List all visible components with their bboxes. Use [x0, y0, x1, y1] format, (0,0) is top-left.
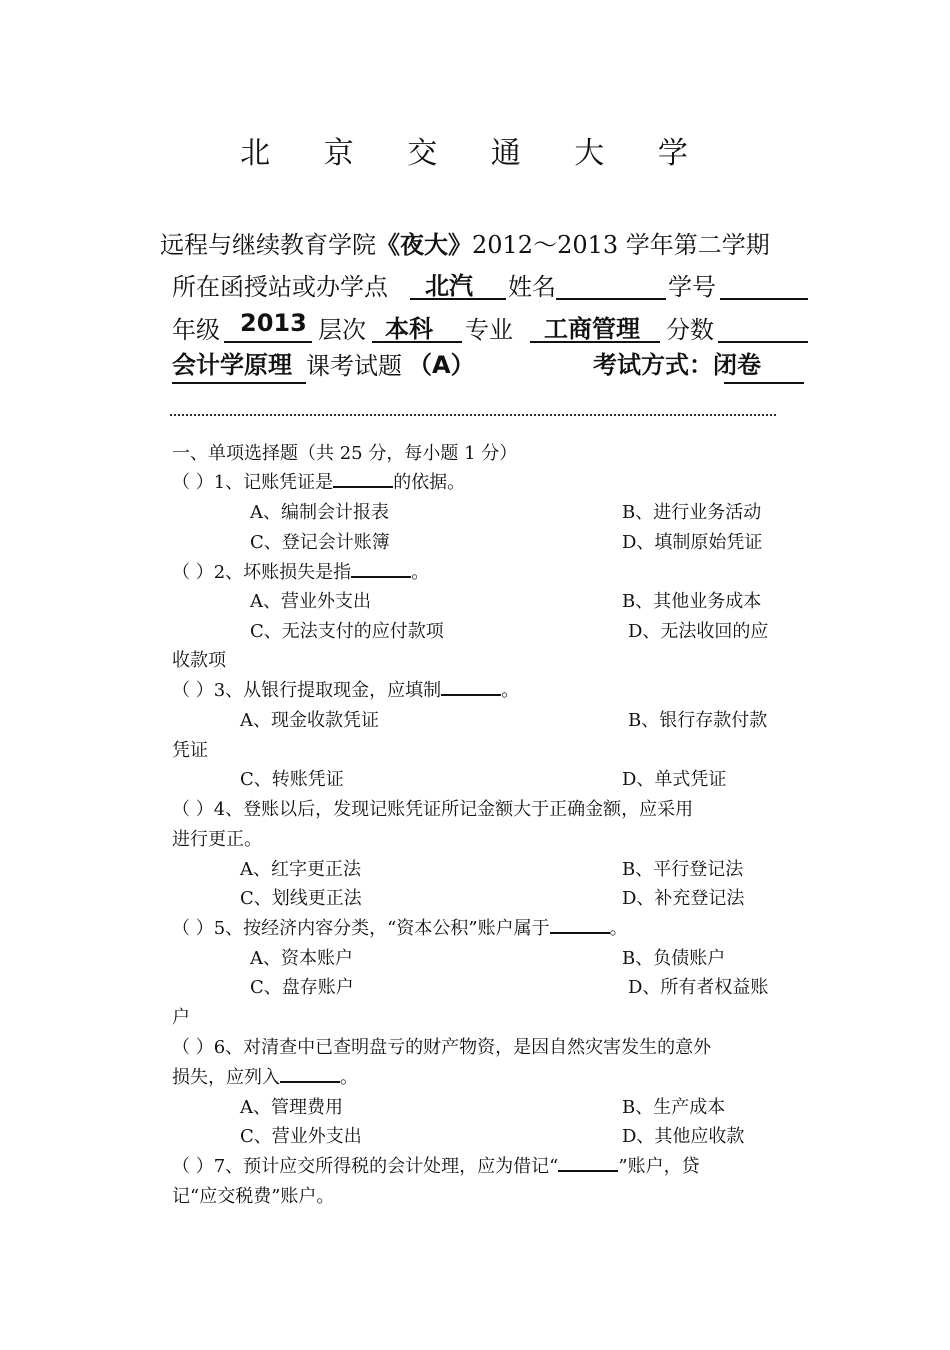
option-d: D、填制原始凭证	[622, 532, 763, 553]
academic-term: 2012～2013 学年第二学期	[472, 231, 770, 259]
question-7-continued: 记“应交税费”账户。	[172, 1186, 335, 1207]
exam-title: 课考试题	[306, 352, 402, 380]
university-title: 北 京 交 通 大 学	[240, 136, 710, 171]
option-b: B、生产成本	[622, 1097, 726, 1118]
option-d: D、补充登记法	[622, 888, 745, 909]
question-1: （ ）1、记账凭证是 的依据。	[172, 472, 466, 493]
grade-value: 2013	[240, 309, 307, 337]
option-d: D、无法收回的应	[628, 621, 769, 642]
header-line-1	[160, 225, 770, 260]
answer-blank[interactable]	[550, 918, 610, 934]
option-d-continued: 收款项	[172, 650, 226, 671]
question-4-continued: 进行更正。	[172, 829, 262, 850]
school-name: 远程与继续教育学院	[160, 231, 376, 259]
question-4: （ ）4、登账以后，发现记账凭证所记金额大于正确金额，应采用	[172, 799, 694, 820]
level-value: 本科	[385, 315, 433, 343]
grade-underline	[224, 341, 312, 343]
level-underline	[372, 341, 462, 343]
option-a: A、编制会计报表	[250, 502, 389, 523]
score-field[interactable]	[718, 341, 808, 343]
option-b: B、进行业务活动	[622, 502, 762, 523]
option-c: C、登记会计账簿	[250, 532, 390, 553]
name-label: 姓名	[508, 273, 556, 301]
option-a: A、现金收款凭证	[240, 710, 379, 731]
option-b: B、平行登记法	[622, 859, 744, 880]
option-c: C、无法支付的应付款项	[250, 621, 444, 642]
exam-mode-underline	[724, 382, 804, 384]
question-5: （ ）5、按经济内容分类，“资本公积”账户属于 。	[172, 918, 628, 939]
option-c: C、划线更正法	[240, 888, 362, 909]
course-name: 会计学原理	[172, 351, 292, 379]
course-underline	[172, 382, 306, 384]
option-b-continued: 凭证	[172, 740, 208, 761]
exam-mode: 考试方式：闭卷	[593, 351, 761, 379]
answer-blank[interactable]	[351, 562, 411, 578]
score-label: 分数	[666, 316, 714, 344]
option-a: A、资本账户	[250, 948, 353, 969]
question-7: （ ）7、预计应交所得税的会计处理，应为借记“ ”账户，贷	[172, 1156, 700, 1177]
major-label: 专业	[465, 316, 513, 344]
question-2: （ ）2、坏账损失是指 。	[172, 562, 430, 583]
option-d-continued: 户	[172, 1007, 190, 1028]
option-a: A、营业外支出	[250, 591, 371, 612]
question-3: （ ）3、从银行提取现金，应填制 。	[172, 680, 520, 701]
option-a: A、管理费用	[240, 1097, 343, 1118]
option-b: B、负债账户	[622, 948, 726, 969]
answer-blank[interactable]	[441, 680, 501, 696]
answer-blank[interactable]	[558, 1156, 618, 1172]
separator-line	[170, 414, 776, 416]
option-c: C、盘存账户	[250, 977, 354, 998]
answer-blank[interactable]	[280, 1067, 340, 1083]
option-d: D、所有者权益账	[628, 977, 769, 998]
name-field[interactable]	[556, 298, 666, 300]
option-c: C、营业外支出	[240, 1126, 362, 1147]
question-6-continued: 损失，应列入 。	[172, 1067, 358, 1088]
student-id-label: 学号	[668, 273, 716, 301]
option-b: B、其他业务成本	[622, 591, 762, 612]
grade-label: 年级	[172, 316, 220, 344]
option-b: B、银行存款付款	[628, 710, 768, 731]
paper-code: （A）	[408, 351, 475, 379]
option-c: C、转账凭证	[240, 769, 344, 790]
major-underline	[530, 341, 660, 343]
program-type: 《夜大》	[376, 231, 472, 259]
option-d: D、单式凭证	[622, 769, 727, 790]
major-value: 工商管理	[544, 315, 640, 343]
site-value: 北汽	[425, 272, 473, 300]
question-6: （ ）6、对清查中已查明盘亏的财产物资，是因自然灾害发生的意外	[172, 1037, 712, 1058]
site-label: 所在函授站或办学点	[172, 273, 388, 301]
section-heading: 一、单项选择题（共 25 分，每小题 1 分）	[172, 443, 518, 464]
student-id-field[interactable]	[720, 298, 808, 300]
level-label: 层次	[318, 316, 366, 344]
site-underline	[410, 298, 506, 300]
option-d: D、其他应收款	[622, 1126, 745, 1147]
answer-blank[interactable]	[333, 472, 393, 488]
option-a: A、红字更正法	[240, 859, 361, 880]
